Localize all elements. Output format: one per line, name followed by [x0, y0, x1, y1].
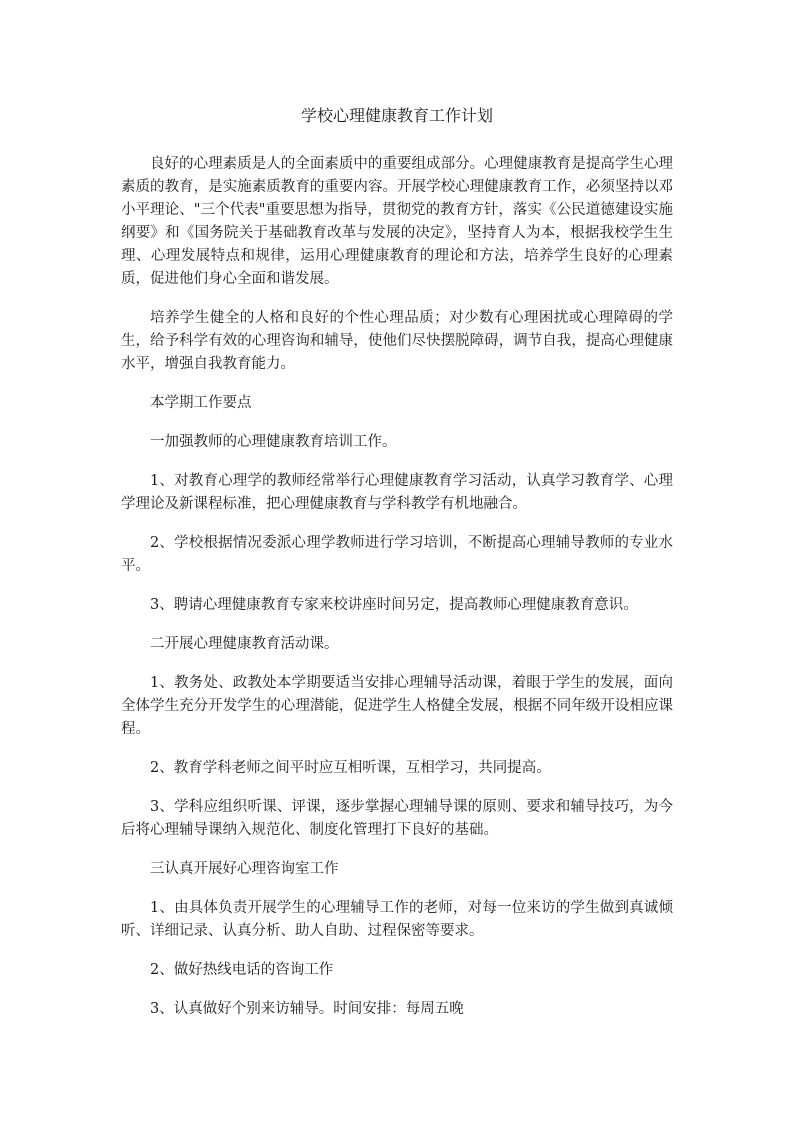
section-heading-counseling-room: 三认真开展好心理咨询室工作 [150, 861, 339, 877]
section-heading-key-points: 本学期工作要点 [150, 395, 252, 411]
section-heading-teacher-training: 一加强教师的心理健康教育培训工作。 [150, 434, 397, 450]
list-item: 3、聘请心理健康教育专家来校讲座时间另定，提高教师心理健康教育意识。 [150, 597, 638, 613]
document-title: 学校心理健康教育工作计划 [300, 106, 493, 125]
document-body [121, 105, 673, 1037]
paragraph-intro: 良好的心理素质是人的全面素质中的重要组成部分。心理健康教育是提高学生心理素质的教育，是实施素质教育的重要内容。开展学校心理健康教育工作，必须坚持以邓小平理论、"三个代表"重要思想为指导，贯彻党的教育方针，落实《公民道德建设实施纲要》和《国务院关于基础教育改革与发展的决定》，坚持育人为本，根据我校学生生理、心理发展特点和规律，运用心理健康教育的理论和方法，培养学生良好的心理素质，促进他们身心全面和谐发展。 [121, 156, 673, 287]
paragraph-goal: 培养学生健全的人格和良好的个性心理品质；对少数有心理困扰或心理障碍的学生，给予科学有效的心理咨询和辅导，使他们尽快摆脱障碍，调节自我，提高心理健康水平，增强自我教育能力。 [121, 310, 673, 372]
list-item: 1、由具体负责开展学生的心理辅导工作的老师，对每一位来访的学生做到真诚倾听、详细记录、认真分析、助人自助、过程保密等要求。 [121, 900, 673, 939]
list-item: 1、对教育心理学的教师经常举行心理健康教育学习活动，认真学习教育学、心理学理论及新课程标准，把心理健康教育与学科教学有机地融合。 [121, 473, 673, 512]
section-heading-activity-class: 二开展心理健康教育活动课。 [150, 636, 339, 652]
list-item: 2、做好热线电话的咨询工作 [150, 962, 334, 978]
list-item: 2、学校根据情况委派心理学教师进行学习培训，不断提高心理辅导教师的专业水平。 [121, 535, 673, 574]
list-item: 3、学科应组织听课、评课，逐步掌握心理辅导课的原则、要求和辅导技巧，为今后将心理辅导课纳入规范化、制度化管理打下良好的基础。 [121, 799, 673, 838]
list-item: 1、教务处、政教处本学期要适当安排心理辅导活动课，着眼于学生的发展，面向全体学生充分开发学生的心理潜能，促进学生人格健全发展，根据不同年级开设相应课程。 [121, 675, 673, 737]
list-item: 2、教育学科老师之间平时应互相听课，互相学习，共同提高。 [150, 760, 551, 776]
list-item: 3、认真做好个别来访辅导。时间安排：每周五晚 [150, 1001, 464, 1017]
